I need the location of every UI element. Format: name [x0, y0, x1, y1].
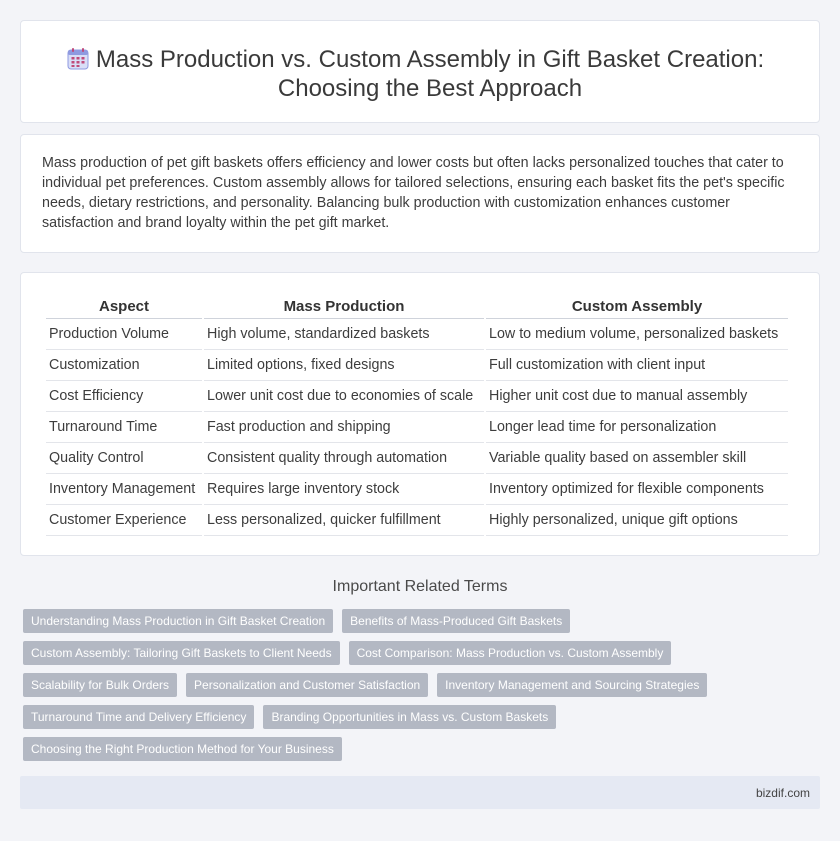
table-cell: Fast production and shipping [204, 412, 484, 443]
table-row [46, 350, 788, 381]
table-cell: Less personalized, quicker fulfillment [204, 505, 484, 536]
table-cell: Customer Experience [46, 505, 202, 536]
table-cell: Low to medium volume, personalized baskets [486, 319, 788, 350]
footer [20, 776, 820, 809]
related-term-tag[interactable]: Choosing the Right Production Method for Your Business [23, 737, 342, 761]
summary-text: Mass production of pet gift baskets offers efficiency and lower costs but often lacks personalized touches that cater to individual pet preferences. Custom assembly allows for tailored selections, ensuring each basket fits the pet's specific needs, dietary restrictions, and personality. Balancing bulk production with customization enhances customer satisfaction and brand loyalty within the pet gift market. [42, 155, 785, 231]
table-cell: Highly personalized, unique gift options [486, 505, 788, 536]
table-cell: Production Volume [46, 319, 202, 350]
related-term-tag[interactable]: Custom Assembly: Tailoring Gift Baskets to Client Needs [23, 641, 340, 665]
related-term-tag[interactable]: Inventory Management and Sourcing Strategies [437, 673, 707, 697]
related-term-tag[interactable]: Scalability for Bulk Orders [23, 673, 177, 697]
table-cell: Inventory optimized for flexible components [486, 474, 788, 505]
comparison-table [44, 295, 790, 536]
table-cell: Requires large inventory stock [204, 474, 484, 505]
footer-brand-link[interactable]: bizdif.com [755, 786, 810, 800]
table-header-row [46, 295, 788, 319]
table-cell: Customization [46, 350, 202, 381]
table-cell: Lower unit cost due to economies of scale [204, 381, 484, 412]
table-row [46, 412, 788, 443]
related-term-tag[interactable]: Branding Opportunities in Mass vs. Custom Baskets [263, 705, 556, 729]
table-row [46, 381, 788, 412]
page-title: Mass Production vs. Custom Assembly in Gift Basket Creation: Choosing the Best Approach [95, 46, 765, 102]
table-cell: Limited options, fixed designs [204, 350, 484, 381]
table-cell: Longer lead time for personalization [486, 412, 788, 443]
column-header-aspect: Aspect [46, 295, 202, 319]
table-row [46, 474, 788, 505]
summary-card [20, 134, 820, 253]
table-cell: Turnaround Time [46, 412, 202, 443]
tag-row [23, 673, 783, 697]
table-cell: Full customization with client input [486, 350, 788, 381]
column-header-custom-assembly: Custom Assembly [486, 295, 788, 319]
related-term-tag[interactable]: Understanding Mass Production in Gift Basket Creation [23, 609, 333, 633]
related-term-tag[interactable]: Cost Comparison: Mass Production vs. Custom Assembly [349, 641, 672, 665]
table-cell: Inventory Management [46, 474, 202, 505]
table-cell: Consistent quality through automation [204, 443, 484, 474]
related-term-tag[interactable]: Personalization and Customer Satisfaction [186, 673, 428, 697]
table-cell: Quality Control [46, 443, 202, 474]
table-cell: Cost Efficiency [46, 381, 202, 412]
table-cell: Variable quality based on assembler skill [486, 443, 788, 474]
comparison-table-card [20, 272, 820, 556]
table-row [46, 443, 788, 474]
tag-row [23, 705, 783, 729]
related-term-tag[interactable]: Benefits of Mass-Produced Gift Baskets [342, 609, 570, 633]
related-terms-list [23, 609, 783, 769]
related-term-tag[interactable]: Turnaround Time and Delivery Efficiency [23, 705, 254, 729]
tag-row [23, 609, 783, 633]
tag-row [23, 737, 783, 761]
tag-row [23, 641, 783, 665]
table-cell: Higher unit cost due to manual assembly [486, 381, 788, 412]
table-row [46, 505, 788, 536]
table-cell: High volume, standardized baskets [204, 319, 484, 350]
related-terms-heading: Important Related Terms [332, 578, 508, 595]
column-header-mass-production: Mass Production [204, 295, 484, 319]
table-row [46, 319, 788, 350]
title-card [20, 20, 820, 123]
